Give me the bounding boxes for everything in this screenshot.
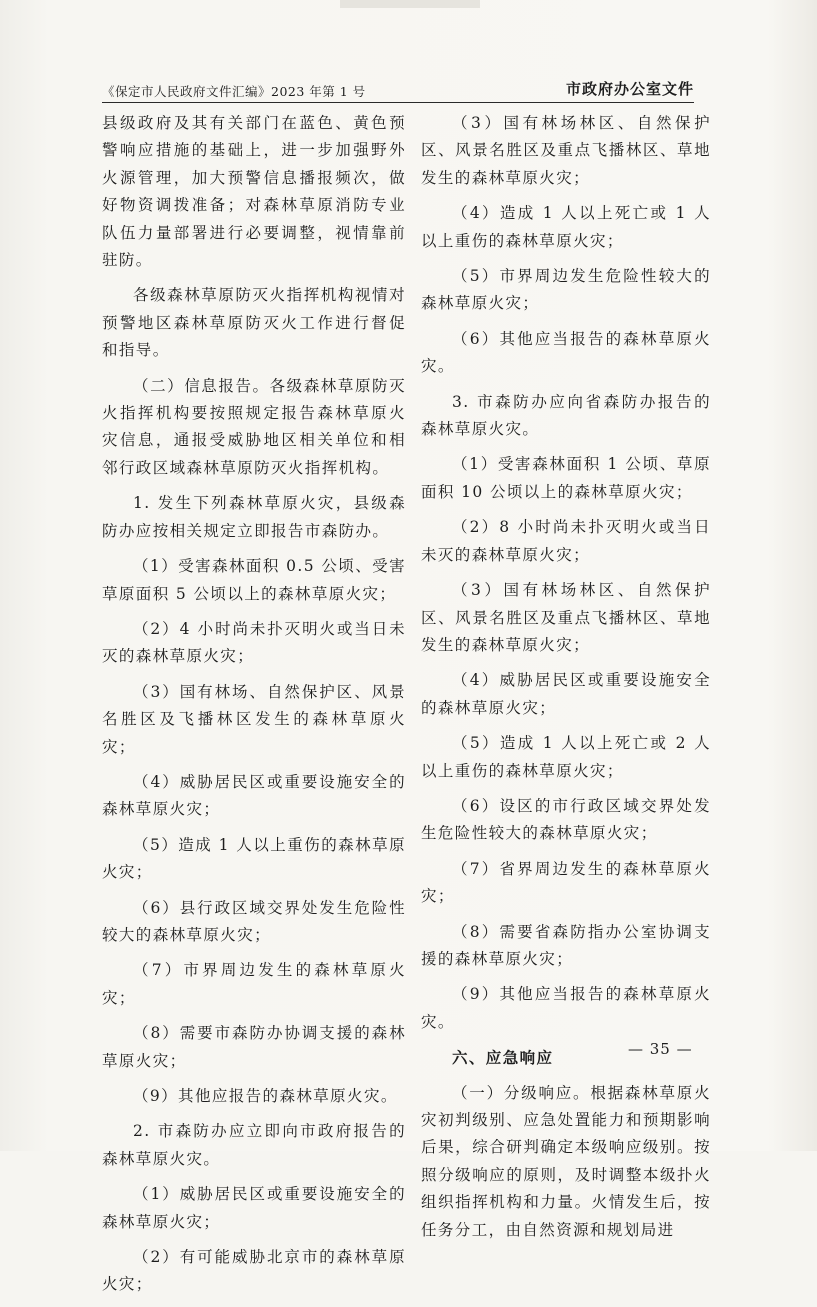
section-heading: 六、应急响应 <box>452 1048 554 1068</box>
list-item: （4）威胁居民区或重要设施安全的森林草原火灾； <box>102 772 406 819</box>
list-item: （6）设区的市行政区域交界处发生危险性较大的森林草原火灾； <box>421 796 711 843</box>
paragraph: 1. 发生下列森林草原火灾，县级森防办应按相关规定立即报告市森防办。 <box>102 494 406 540</box>
list-item: （3）国有林场、自然保护区、风景名胜区及飞播林区发生的森林草原火灾； <box>102 682 406 756</box>
page-number: — 35 — <box>628 1040 693 1058</box>
list-item: （2）有可能威胁北京市的森林草原火灾； <box>102 1248 406 1294</box>
list-item: （9）其他应当报告的森林草原火灾。 <box>421 985 711 1031</box>
list-item: （1）威胁居民区或重要设施安全的森林草原火灾； <box>102 1185 406 1231</box>
list-item: （4）造成 1 人以上死亡或 1 人以上重伤的森林草原火灾； <box>421 204 711 250</box>
list-item: （8）需要市森防办协调支援的森林草原火灾； <box>102 1024 406 1070</box>
list-item: （7）省界周边发生的森林草原火灾； <box>421 859 711 906</box>
list-item: （5）市界周边发生危险性较大的森林草原火灾； <box>421 267 711 313</box>
list-item: （6）县行政区域交界处发生危险性较大的森林草原火灾； <box>102 898 406 944</box>
list-item: （5）造成 1 人以上死亡或 2 人以上重伤的森林草原火灾； <box>421 734 711 780</box>
list-item: （4）威胁居民区或重要设施安全的森林草原火灾； <box>421 671 711 717</box>
paragraph: （一）分级响应。根据森林草原火灾初判级别、应急处置能力和预期影响后果，综合研判确定本级响应级别。按照分级响应的原则，及时调整本级扑火组织指挥机构和力量。火情发生后，按任务分工，由自然资源和规划局进 <box>421 1083 711 1239</box>
paragraph: 各级森林草原防灭火指挥机构视情对预警地区森林草原防灭火工作进行督促和指导。 <box>102 286 406 360</box>
list-item: （1）受害森林面积 0.5 公顷、受害草原面积 5 公顷以上的森林草原火灾； <box>102 557 406 603</box>
publication-title: 《保定市人民政府文件汇编》2023 年第 1 号 <box>102 84 366 99</box>
page-header <box>102 78 694 103</box>
list-item: （9）其他应报告的森林草原火灾。 <box>133 1087 398 1105</box>
section-title: 市政府办公室文件 <box>565 80 694 98</box>
list-item: （6）其他应当报告的森林草原火灾。 <box>421 329 711 376</box>
list-item: （3）国有林场林区、自然保护区、风景名胜区及重点飞播林区、草地发生的森林草原火灾； <box>421 114 711 187</box>
paragraph: （二）信息报告。各级森林草原防灭火指挥机构要按照规定报告森林草原火灾信息，通报受威胁地区相关单位和相邻行政区域森林草原防灭火指挥机构。 <box>102 376 406 477</box>
paragraph: 县级政府及其有关部门在蓝色、黄色预警响应措施的基础上，进一步加强野外火源管理，加大预警信息播报频次，做好物资调拨准备；对森林草原消防专业队伍力量部署进行必要调整，视情靠前驻防。 <box>102 114 406 270</box>
left-column <box>102 110 406 1307</box>
list-item: （3）国有林场林区、自然保护区、风景名胜区及重点飞播林区、草地发生的森林草原火灾； <box>421 581 711 654</box>
right-column <box>421 110 711 1252</box>
paragraph: 2. 市森防办应立即向市政府报告的森林草原火灾。 <box>102 1122 406 1168</box>
list-item: （1）受害森林面积 1 公顷、草原面积 10 公顷以上的森林草原火灾； <box>421 455 711 501</box>
list-item: （7）市界周边发生的森林草原火灾； <box>102 961 406 1007</box>
list-item: （5）造成 1 人以上重伤的森林草原火灾； <box>102 835 406 882</box>
list-item: （8）需要省森防指办公室协调支援的森林草原火灾； <box>421 922 711 968</box>
list-item: （2）4 小时尚未扑灭明火或当日未灭的森林草原火灾； <box>102 619 406 666</box>
list-item: （2）8 小时尚未扑灭明火或当日未灭的森林草原火灾； <box>421 518 711 564</box>
scan-mark <box>340 0 480 8</box>
paragraph: 3. 市森防办应向省森防办报告的森林草原火灾。 <box>421 392 711 439</box>
